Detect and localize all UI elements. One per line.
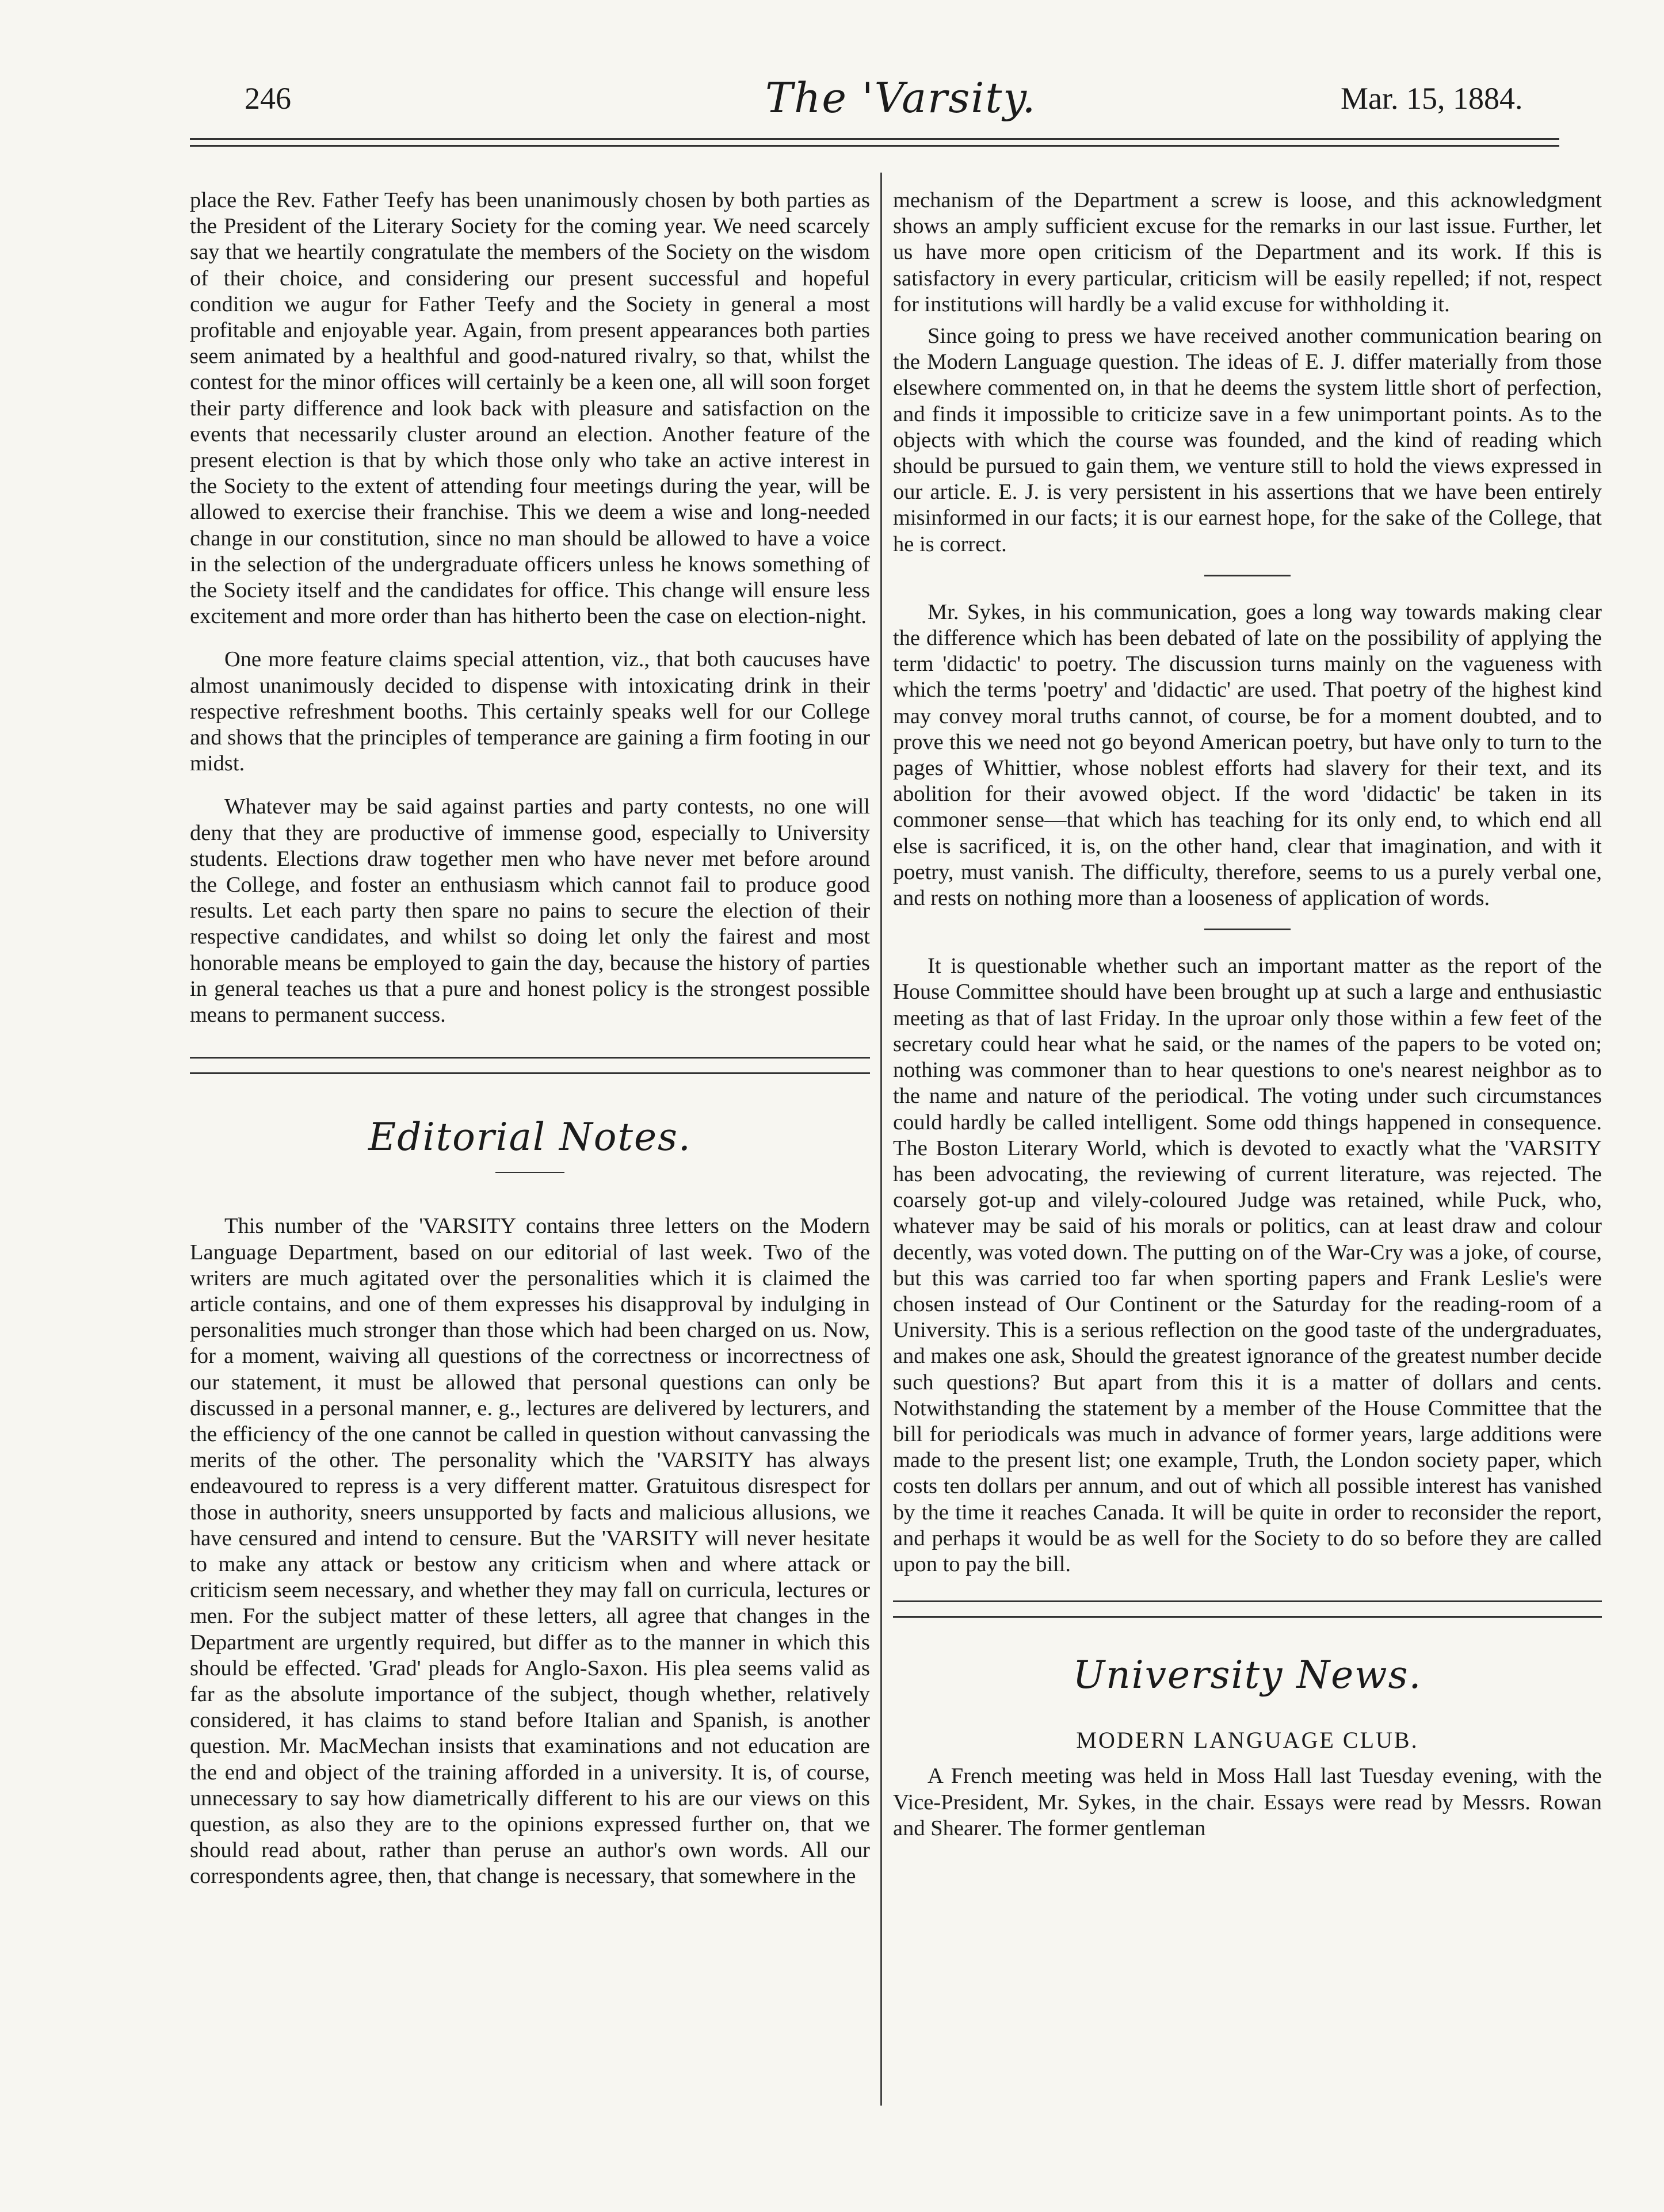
department-paragraph: mechanism of the Department a screw is loose, and this acknowledgment shows an amply sufficient excuse for the remarks in our last issue. Further, let us have more open criticism of the Department and its work. If this is satisfactory in every particular, criticism will be easily repelled; if not, respect for institutions will hardly be a valid excuse for withholding it. bbox=[893, 188, 1602, 316]
university-news-heading: University News. bbox=[1073, 1653, 1422, 1698]
short-divider bbox=[1204, 575, 1291, 576]
parties-paragraph: Whatever may be said against parties and party contests, no one will deny that they are productive of immense good, especially to University students. Elections draw together men who have never met before around the College, and foster an enthusiasm which cannot fail to produce good results. Let each party then spare no pains to secure the election of their respective candidates, and whilst so doing let only the fairest and most honorable means be employed to gain the day, because the history of parties in general teaches us that a pure and honest policy is the strongest possible means to permanent success. bbox=[190, 794, 870, 1027]
section-divider-rules bbox=[190, 1057, 870, 1074]
header-rule-top bbox=[190, 138, 1559, 140]
election-paragraph: place the Rev. Father Teefy has been unanimously chosen by both parties as the President of the Literary Society for the coming year. We need scarcely say that we heartily congratulate the members of the Society on the wisdom of their choice, and considering our present successful and hopeful condition we augur for Father Teefy and the Society in general a most profitable and enjoyable year. Again, from present appearances both parties seem animated by a healthful and good-natured rivalry, so that, whilst the contest for the minor offices will certainly be a keen one, all will soon forget their party difference and look back with pleasure and satisfaction on the events that necessarily cluster around an election. Another feature of the present election is that by which those only who take an active interest in the Society to the extent of attending four meetings during the year, will be allowed to exercise their franchise. This we deem a wise and long-needed change in our constitution, since no man should be allowed to have a voice in the selection of the undergraduate officers unless he knows something of the Society itself and the candidates for office. This change will ensure less excitement and more order than has hitherto been the case on election-night. bbox=[190, 188, 870, 629]
masthead-title: The 'Varsity. bbox=[765, 74, 1037, 122]
short-divider bbox=[1204, 929, 1291, 930]
section-divider-rules bbox=[893, 1600, 1602, 1618]
modern-language-club-heading: MODERN LANGUAGE CLUB. bbox=[1076, 1727, 1419, 1753]
heading-underline bbox=[495, 1172, 564, 1173]
club-meeting-paragraph: A French meeting was held in Moss Hall last Tuesday evening, with the Vice-President, Mr. Sykes, in the chair. Essays were read by Messrs. Rowan and Shearer. The former gentleman bbox=[893, 1764, 1602, 1840]
sykes-paragraph: Mr. Sykes, in his communication, goes a long way towards making clear the difference which has been debated of late on the possibility of applying the term 'didactic' to poetry. The discussion turns mainly on the vagueness with which the terms 'poetry' and 'didactic' are used. That poetry of the highest kind may convey moral truths cannot, of course, be for a moment doubted, and to prove this we need not go beyond American poetry, but have only to turn to the pages of Whittier, whose noblest efforts had slavery for their text, and its abolition for their avowed object. If the word 'didactic' be taken in its commoner sense—that which has teaching for its only end, to which end all else is sacrificed, it is, on the other hand, clear that imagination, and with it poetry, must vanish. The difficulty, therefore, seems to us a purely verbal one, and rests on nothing more than a looseness of application of words. bbox=[893, 599, 1602, 911]
issue-date: Mar. 15, 1884. bbox=[1341, 81, 1523, 116]
editorial-note-paragraph: This number of the 'VARSITY contains three letters on the Modern Language Department, based on our editorial of last week. Two of the writers are much agitated over the personalities which it is claimed the article contains, and one of them expresses his disapproval by indulging in personalities much stronger than those which had been charged on us. Now, for a moment, waiving all questions of the correctness or incorrectness of our statement, it must be allowed that personal questions can only be discussed in a personal manner, e. g., lectures are delivered by lecturers, and the efficiency of the one cannot be called in question without canvassing the merits of the other. The personality which the 'VARSITY has always endeavoured to repress is a very different matter. Gratuitous disrespect for those in authority, sneers unsupported by facts and malicious allusions, we have censured and intend to censure. But the 'VARSITY will never hesitate to make any attack or bestow any criticism when and where attack or criticism seem necessary, and whether they may fall on curricula, lectures or men. For the subject matter of these letters, all agree that changes in the Department are urgently required, but differ as to the manner in which this should be effected. 'Grad' pleads for Anglo-Saxon. His plea seems valid as far as the absolute importance of the subject, though whether, relatively considered, it has claims to stand before Italian and Spanish, is another question. Mr. MacMechan insists that examinations and not education are the end and object of the training afforded in a university. It is, of course, unnecessary to say how diametrically different to his are our views on this question, as also they are to the opinions expressed further on, that we should read about, rather than peruse an author's own words. All our correspondents agree, then, that change is necessary, that somewhere in the bbox=[190, 1214, 870, 1889]
editorial-notes-heading: Editorial Notes. bbox=[368, 1115, 692, 1160]
temperance-paragraph: One more feature claims special attention, viz., that both caucuses have almost unanimously decided to dispense with intoxicating drink in their respective refreshment booths. This certainly speaks well for our College and shows that the principles of temperance are gaining a firm footing in our midst. bbox=[190, 647, 870, 776]
page-number: 246 bbox=[245, 81, 291, 116]
left-column bbox=[190, 188, 870, 1890]
ej-communication-paragraph: Since going to press we have received another communication bearing on the Modern Language question. The ideas of E. J. differ materially from those elsewhere commented on, in that he deems the system little short of perfection, and finds it impossible to criticize save in a few unimportant points. As to the objects with which the course was founded, and the kind of reading which should be pursued to gain them, we venture still to hold the views expressed in our article. E. J. is very persistent in his assertions that we have been entirely misinformed in our facts; it is our earnest hope, for the sake of the College, that he is correct. bbox=[893, 324, 1602, 556]
column-divider bbox=[880, 173, 882, 2106]
header-rule-bottom bbox=[190, 145, 1559, 147]
house-committee-paragraph: It is questionable whether such an important matter as the report of the House Committee should have been brought up at such a large and enthusiastic meeting as that of last Friday. In the uproar only those within a few feet of the secretary could hear what he said, or the names of the papers to be voted on; nothing was commoner than to hear questions to one's nearest neighbor as to the name and nature of the periodical. The voting under such circumstances could hardly be called intelligent. Some odd things happened in consequence. The Boston Literary World, which is devoted to exactly what the 'VARSITY has been advocating, the reviewing of current literature, was rejected. The coarsely got-up and vilely-coloured Judge was retained, while Puck, who, whatever may be said of his morals or politics, can at least draw and colour decently, was voted down. The putting on of the War-Cry was a joke, of course, but this was carried too far when sporting papers and Frank Leslie's were chosen instead of Our Continent or the Saturday for the reading-room of a University. This is a serious reflection on the good taste of the undergraduates, and makes one ask, Should the greatest ignorance of the greatest number decide such questions? But apart from this it is a matter of dollars and cents. Notwithstanding the statement by a member of the House Committee that the bill for periodicals was much in advance of former years, large additions were made to the present list; one example, Truth, the London society paper, which costs ten dollars per annum, and out of which all possible interest has vanished by the time it reaches Canada. It will be quite in order to reconsider the report, and perhaps it would be as well for the Society to do so before they are called upon to pay the bill. bbox=[893, 954, 1602, 1576]
right-column bbox=[893, 188, 1602, 1842]
